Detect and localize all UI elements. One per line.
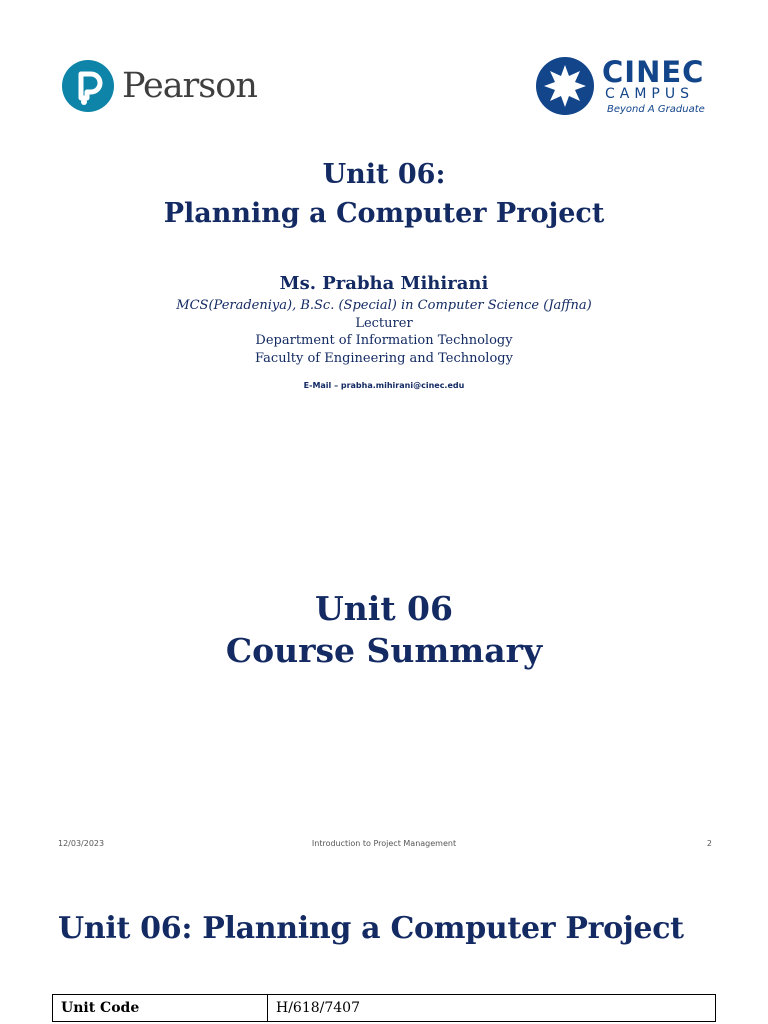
cinec-star-icon [535, 56, 595, 116]
cover-title-line2: Planning a Computer Project [163, 198, 605, 229]
pearson-wordmark: Pearson [122, 66, 257, 106]
lecturer-department: Department of Information Technology [255, 333, 513, 348]
footer-page-number: 2 [706, 839, 712, 848]
footer-date: 12/03/2023 [58, 839, 105, 848]
section-heading: Unit 06: Planning a Computer Project [58, 911, 684, 946]
cinec-name: CINEC [602, 55, 705, 89]
pearson-logo [62, 57, 257, 115]
cinec-tagline: Beyond A Graduate [607, 104, 705, 115]
slide-summary-heading: Course Summary [225, 631, 543, 670]
table-key: Unit Code [53, 995, 268, 1022]
slide-unit-heading: Unit 06 [315, 589, 453, 628]
lecturer-role: Lecturer [355, 316, 413, 331]
table-row [53, 995, 716, 1022]
unit-info-table [52, 994, 716, 1022]
cinec-campus: CAMPUS [605, 86, 695, 102]
pearson-p-icon [62, 60, 114, 112]
cinec-logo [535, 56, 715, 120]
lecturer-email: E-Mail – prabha.mihirani@cinec.edu [303, 381, 465, 390]
cover-title-line1: Unit 06: [322, 159, 446, 190]
lecturer-faculty: Faculty of Engineering and Technology [255, 351, 513, 366]
table-value: H/618/7407 [268, 995, 716, 1022]
footer-title: Introduction to Project Management [311, 839, 457, 848]
lecturer-qualifications: MCS(Peradeniya), B.Sc. (Special) in Computer Science (Jaffna) [176, 298, 592, 313]
lecturer-name: Ms. Prabha Mihirani [279, 273, 489, 294]
